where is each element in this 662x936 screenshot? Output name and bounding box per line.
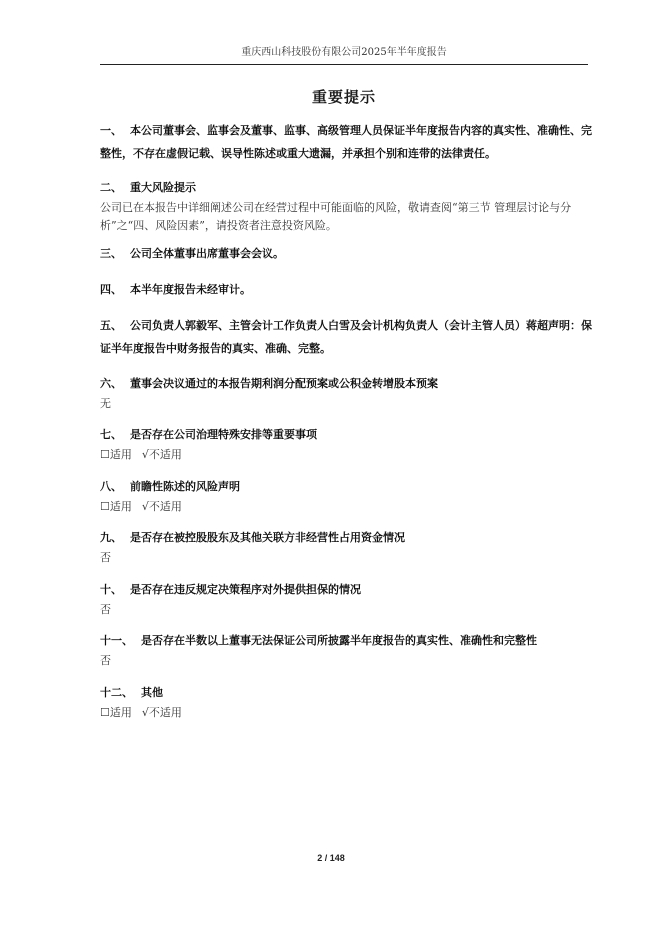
section-7-heading <box>100 424 592 446</box>
section-9 <box>100 527 592 567</box>
section-1 <box>100 119 592 165</box>
section-11-title: 是否存在半数以上董事无法保证公司所披露半年度报告的真实性、准确性和完整性 <box>141 634 537 647</box>
section-7-title: 是否存在公司治理特殊安排等重要事项 <box>130 428 317 441</box>
section-1-number: 一、 <box>100 124 122 137</box>
section-12-option-not-applicable: √不适用 <box>141 706 182 719</box>
section-8-title: 前瞻性陈述的风险声明 <box>130 480 240 493</box>
section-5-statement: 公司负责人郭毅军、主管会计工作负责人白雪及会计机构负责人（会计主管人员）蒋超声明：保证半年度报告中财务报告的真实、准确、完整。 <box>100 319 592 355</box>
section-6-number: 六、 <box>100 377 122 390</box>
section-5-number: 五、 <box>100 319 122 332</box>
section-8-option-not-applicable: √不适用 <box>141 500 182 513</box>
section-10-number: 十、 <box>100 583 122 596</box>
section-4 <box>100 279 592 301</box>
section-7-applicability <box>100 446 592 464</box>
section-4-heading <box>100 279 592 301</box>
section-2 <box>100 177 592 235</box>
section-6-title: 董事会决议通过的本报告期利润分配预案或公积金转增股本预案 <box>130 377 438 390</box>
section-12-title: 其他 <box>141 686 163 699</box>
section-5-text <box>100 314 592 360</box>
section-6-heading <box>100 373 592 395</box>
section-10-heading <box>100 579 592 601</box>
section-12-option-applicable: ☐适用 <box>100 706 132 719</box>
section-11-heading <box>100 630 592 652</box>
section-12-number: 十二、 <box>100 686 133 699</box>
section-3-number: 三、 <box>100 247 122 260</box>
section-8 <box>100 476 592 516</box>
section-7-option-not-applicable: √不适用 <box>141 448 182 461</box>
section-8-heading <box>100 476 592 498</box>
section-9-title: 是否存在被控股股东及其他关联方非经营性占用资金情况 <box>130 531 405 544</box>
section-12-applicability <box>100 704 592 722</box>
section-9-heading <box>100 527 592 549</box>
section-10 <box>100 579 592 619</box>
section-1-text <box>100 119 592 165</box>
section-3 <box>100 243 592 265</box>
section-2-title: 重大风险提示 <box>130 181 196 194</box>
section-10-title: 是否存在违反规定决策程序对外提供担保的情况 <box>130 583 361 596</box>
section-12 <box>100 682 592 722</box>
section-8-applicability <box>100 498 592 516</box>
section-11-body: 否 <box>100 654 111 667</box>
section-6-body: 无 <box>100 397 111 410</box>
section-2-number: 二、 <box>100 181 122 194</box>
section-2-heading <box>100 177 592 199</box>
header-rule <box>100 64 588 65</box>
page-title: 重要提示 <box>311 88 376 106</box>
section-11-number: 十一、 <box>100 634 133 647</box>
section-9-number: 九、 <box>100 531 122 544</box>
section-4-title: 本半年度报告未经审计。 <box>130 283 251 296</box>
section-8-number: 八、 <box>100 480 122 493</box>
section-7 <box>100 424 592 464</box>
page-number: 2 / 148 <box>317 853 345 863</box>
section-7-option-applicable: ☐适用 <box>100 448 132 461</box>
running-header: 重庆西山科技股份有限公司2025年半年度报告 <box>241 47 447 58</box>
section-8-option-applicable: ☐适用 <box>100 500 132 513</box>
section-6 <box>100 373 592 413</box>
section-3-heading <box>100 243 592 265</box>
section-9-body: 否 <box>100 551 111 564</box>
section-5 <box>100 314 592 360</box>
section-1-statement: 本公司董事会、监事会及董事、监事、高级管理人员保证半年度报告内容的真实性、准确性、完整性，不存在虚假记载、误导性陈述或重大遗漏，并承担个别和连带的法律责任。 <box>100 124 592 160</box>
section-3-title: 公司全体董事出席董事会会议。 <box>130 247 284 260</box>
section-10-body: 否 <box>100 603 111 616</box>
section-12-heading <box>100 682 592 704</box>
section-7-number: 七、 <box>100 428 122 441</box>
section-2-body: 公司已在本报告中详细阐述公司在经营过程中可能面临的风险，敬请查阅“第三节 管理层讨论与分析”之“四、风险因素”，请投资者注意投资风险。 <box>100 201 572 232</box>
section-4-number: 四、 <box>100 283 122 296</box>
section-11 <box>100 630 592 670</box>
